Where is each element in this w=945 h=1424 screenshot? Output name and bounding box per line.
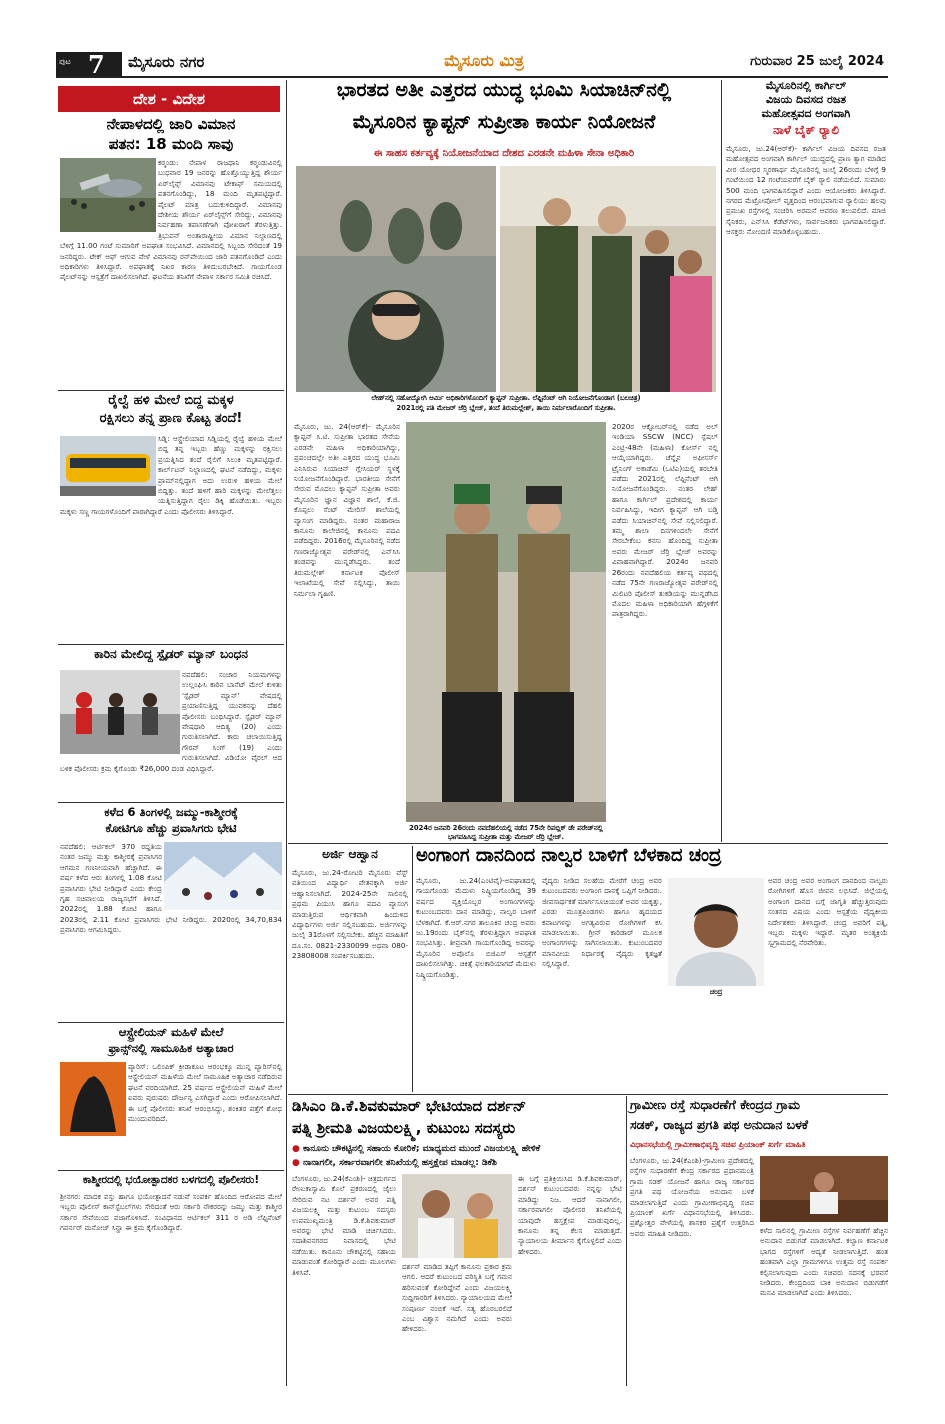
assembly-image (760, 1156, 888, 1222)
organ-body-col2: ವೈದ್ಯರು ನೀಡಿದ ಸಲಹೆಯ ಮೇರೆಗೆ ಚಂದ್ರ ಅವರ ಕುಟುಂಬದವರು ಅಂಗಾಂಗ ದಾನಕ್ಕೆ ಒಪ್ಪಿಗೆ ನೀಡಿದರು. ಜೀವಸಾರ್ಥಕತೆ ಮಾರ್ಗಸೂಚಿಯಂತೆ ಅವರ ಯಕೃತ್ತು, ಎರಡು ಮೂತ್ರಪಿಂಡಗಳು ಹಾಗೂ ಹೃದಯದ ಕವಾಟಗಳನ್ನು ಅಗತ್ಯವಿರುವ ರೋಗಿಗಳಿಗೆ ಕಸಿ ಮಾಡಲಾಯಿತು. ಗ್ರೀನ್ ಕಾರಿಡಾರ್ ಮೂಲಕ ಅಂಗಾಂಗಗಳನ್ನು ಸಾಗಿಸಲಾಯಿತು. ಕುಟುಂಬದವರ ಮಾನವೀಯ ನಿರ್ಧಾರಕ್ಕೆ ವೈದ್ಯರು ಕೃತಜ್ಞತೆ ಸಲ್ಲಿಸಿದ್ದಾರೆ. (542, 876, 662, 969)
rural-body-col2: ಕಳೆದ ಸಾಲಿನಲ್ಲಿ ಗ್ರಾಮೀಣ ರಸ್ತೆಗಳ ನಿರ್ವಹಣೆಗೆ ಹೆಚ್ಚಿನ ಅನುದಾನ ಬಿಡುಗಡೆ ಮಾಡಲಾಗಿದೆ. ಕಲ್ಯಾಣ ಕರ್ನಾಟಕ ಭಾಗದ ರಸ್ತೆಗಳಿಗೆ ಆದ್ಯತೆ ನೀಡಲಾಗುತ್ತಿದೆ. ಹಂತ ಹಂತವಾಗಿ ಎಲ್ಲಾ ಗ್ರಾಮಗಳಿಗೂ ಉತ್ತಮ ರಸ್ತೆ ಸಂಪರ್ಕ ಕಲ್ಪಿಸಲಾಗುವುದು ಎಂದು ಸಚಿವರು ಸದನಕ್ಕೆ ಭರವಸೆ ನೀಡಿದರು. ಕೇಂದ್ರದಿಂದ ಬಾಕಿ ಅನುದಾನ ಬಿಡುಗಡೆಗೆ ಮನವಿ ಮಾಡಲಾಗಿದೆ ಎಂದು ತಿಳಿಸಿದರು. (760, 1226, 888, 1298)
kashmir-tourism-headline-2: ಕೋಟಿಗೂ ಹೆಚ್ಚು ಪ್ರವಾಸಿಗರು ಭೇಟಿ (105, 821, 237, 835)
newspaper-page (56, 50, 888, 1390)
column-divider (412, 846, 413, 1092)
organ-body-col3: ಅವರ ಚಂದ್ರ ಅವರ ಅಂಗಾಂಗ ದಾನದಿಂದ ನಾಲ್ವರು ರೋಗಿಗಳಿಗೆ ಹೊಸ ಜೀವನ ಲಭಿಸಿದೆ. ಜಿಲ್ಲೆಯಲ್ಲಿ ಅಂಗಾಂಗ ದಾನದ ಬಗ್ಗೆ ಜಾಗೃತಿ ಹೆಚ್ಚುತ್ತಿರುವುದು ಸಂತಸದ ವಿಷಯ ಎಂದು ಆಸ್ಪತ್ರೆಯ ವೈದ್ಯಕೀಯ ನಿರ್ದೇಶಕರು ತಿಳಿಸಿದ್ದಾರೆ. ಚಂದ್ರ ಅವರಿಗೆ ಪತ್ನಿ, ಇಬ್ಬರು ಮಕ್ಕಳು ಇದ್ದಾರೆ. ಮೃತರ ಅಂತ್ಯಕ್ರಿಯೆ ಸ್ವಗ್ರಾಮದಲ್ಲಿ ನೆರವೇರಿತು. (768, 876, 888, 948)
bullet-icon: ● (292, 1158, 300, 1168)
section-tag: ದೇಶ - ವಿದೇಶ (58, 86, 280, 112)
parade-photo (406, 422, 606, 822)
australia-headline-1: ಆಸ್ಟ್ರೇಲಿಯನ್ ಮಹಿಳೆ ಮೇಲೆ (118, 1025, 224, 1039)
dks-body-col1: ಬೆಂಗಳೂರು, ಜು.24(ಕೆಎಂಶಿ)- ಚಿತ್ರದುರ್ಗದ ರೇಣುಕಾಸ್ವಾಮಿ ಕೊಲೆ ಪ್ರಕರಣದಲ್ಲಿ ಜೈಲು ಸೇರಿರುವ ನಟ ದರ್ಶನ್ ಅವರ ಪತ್ನಿ ವಿಜಯಲಕ್ಷ್ಮಿ ಮತ್ತು ಕುಟುಂಬ ಸದಸ್ಯರು ಉಪಮುಖ್ಯಮಂತ್ರಿ ಡಿ.ಕೆ.ಶಿವಕುಮಾರ್ ಅವರನ್ನು ಭೇಟಿ ಮಾಡಿ ಚರ್ಚಿಸಿದರು. ಸದಾಶಿವನಗರದ ನಿವಾಸದಲ್ಲಿ ಭೇಟಿ ನಡೆಯಿತು. ಕಾನೂನು ಚೌಕಟ್ಟಿನಲ್ಲಿ ಸಹಾಯ ಮಾಡುವಂತೆ ಕೋರಿದ್ದಾರೆ ಎಂದು ಮೂಲಗಳು ತಿಳಿಸಿವೆ. (292, 1174, 396, 1277)
kargil-headline-3: ಮಹೋತ್ಸವದ ಅಂಗವಾಗಿ (761, 107, 851, 120)
bullet-icon: ● (292, 1144, 300, 1154)
railway-headline-1: ರೈಲ್ವೆ ಹಳಿ ಮೇಲೆ ಬಿದ್ದ ಮಕ್ಕಳ (108, 393, 234, 408)
story-divider (58, 1022, 284, 1023)
nepal-headline-1: ನೇಪಾಳದಲ್ಲಿ ಜಾರಿ ವಿಮಾನ (106, 115, 236, 133)
chandra-photo (668, 878, 764, 986)
kashmir-police-body: ಶ್ರೀನಗರ: ಮಾದಕ ವಸ್ತು ಹಾಗೂ ಭಯೋತ್ಪಾದನೆ ನಡುವೆ ಸಂಪರ್ಕ ಹೊಂದಿದ ಆರೋಪದ ಮೇಲೆ ಇಬ್ಬರು ಪೊಲೀಸ್ ಕಾನ್‌ಸ್ಟೆಬಲ್‌ಗಳು ಸೇರಿದಂತೆ ಆರು ಸರ್ಕಾರಿ ನೌಕರರನ್ನು ಜಮ್ಮು ಮತ್ತು ಕಾಶ್ಮೀರ ಸರ್ಕಾರ ಸೇವೆಯಿಂದ ವಜಾಗೊಳಿಸಿದೆ. ಸಂವಿಧಾನದ ಆರ್ಟಿಕಲ್ 311 ರ ಅಡಿ ಲೆಫ್ಟಿನೆಂಟ್ ಗವರ್ನರ್ ಮನೋಜ್ ಸಿನ್ಹಾ ಈ ಕ್ರಮ ಕೈಗೊಂಡಿದ್ದಾರೆ. (60, 1192, 282, 1233)
dks-image (402, 1174, 512, 1258)
story-divider (58, 390, 284, 391)
dks-bullet-2: ● ನಾನಾಗಲೀ, ಸರ್ಕಾರವಾಗಲೀ ತನಿಖೆಯಲ್ಲಿ ಹಸ್ತಕ್ಷೇಪ ಮಾಡಲ್ಲ: ಡಿಕೆಶಿ (292, 1158, 497, 1168)
issue-date: ಗುರುವಾರ 25 ಜುಲೈ 2024 (750, 54, 884, 69)
commissioning-photo (500, 166, 716, 392)
story-divider (58, 1170, 284, 1171)
lead-photo-caption-3: 2024ರ ಜನವರಿ 26ರಂದು ನವದೆಹಲಿಯಲ್ಲಿ ನಡೆದ 75ನೇ ರಿಪಬ್ಲಿಕ್ ಡೇ ಪರೇಡ್‌ನಲ್ಲಿ ಭಾಗವಹಿಸಿದ್ದ ಸುಪ್ರೀತಾ ಮತ್ತು ಮೇಜರ್ ಜೆರ್ರಿ ಬ್ಲೇಜ್. (409, 824, 603, 841)
australia-headline-2: ಫ್ರಾನ್ಸ್‌ನಲ್ಲಿ ಸಾಮೂಹಿಕ ಅತ್ಯಾಚಾರ (108, 1041, 234, 1055)
column-divider (721, 80, 722, 842)
masthead: ಮೈಸೂರು ಮಿತ್ರ (444, 51, 524, 70)
parade-image (406, 422, 606, 822)
column-divider (626, 1096, 627, 1386)
lead-photo-caption-1: ಲೇಹ್‌ನಲ್ಲಿ ಸಹೋದ್ಯೋಗಿ ಆರ್ಮಿ ಅಧಿಕಾರಿಗಳೊಂದಿಗೆ ಕ್ಯಾಪ್ಟನ್ ಸುಪ್ರೀತಾ. ಲೆಫ್ಟಿನೆಂಟ್ ಆಗಿ ನಿಯೋಜನೆಗೊಂಡಾಗ (ಬಲಚಿತ್ರ) (371, 394, 641, 402)
kashmir-police-headline: ಕಾಶ್ಮೀರದಲ್ಲಿ ಭಯೋತ್ಪಾದಕರ ಬಳಗದಲ್ಲಿ ಪೊಲೀಸರು! (82, 1174, 260, 1186)
spiderman-headline: ಕಾರಿನ ಮೇಲಿದ್ದ ಸ್ಪೈಡರ್ ಮ್ಯಾನ್ ಬಂಧನ (94, 647, 248, 661)
dks-headline-2: ಪತ್ನಿ ಶ್ರೀಮತಿ ವಿಜಯಲಕ್ಷ್ಮಿ, ಕುಟುಂಬ ಸದಸ್ಯರು (292, 1119, 516, 1137)
nepal-body: ಕಠ್ಮಂಡು: ನೇಪಾಳ ರಾಜಧಾನಿ ಕಠ್ಮಂಡುವಿನಲ್ಲಿ ಬುಧವಾರ 19 ಜನರನ್ನು ಹೊತ್ತೊಯ್ಯುತ್ತಿದ್ದ ಶೌರ್ಯ ಏರ್‌ಲೈನ್ಸ್ ವಿಮಾನವು ಟೇಕಾಫ್ ಸಮಯದಲ್ಲಿ ಪತನಗೊಂಡಿದ್ದು, 18 ಮಂದಿ ಮೃತಪಟ್ಟಿದ್ದಾರೆ. ಪೈಲಟ್ ಮಾತ್ರ ಬದುಕುಳಿದಿದ್ದಾರೆ. ವಿಮಾನವು ದೇಶೀಯ ಶೌರ್ಯ ಏರ್‌ಲೈನ್ಸ್‌ಗೆ ಸೇರಿದ್ದು, ವಿಮಾನವು ನಿರ್ವಹಣಾ ತಪಾಸಣೆಗಾಗಿ ಪೋಖರಾಗೆ ತೆರಳುತ್ತಿತ್ತು. ತ್ರಿಭುವನ್ ಅಂತಾರಾಷ್ಟ್ರೀಯ ವಿಮಾನ ನಿಲ್ದಾಣದಲ್ಲಿ ಬೆಳಿಗ್ಗೆ 11.00 ಗಂಟೆ ಸುಮಾರಿಗೆ ಅಪಘಾತ ಸಂಭವಿಸಿದೆ. ವಿಮಾನದಲ್ಲಿ ಸಿಬ್ಬಂದಿ ಸೇರಿದಂತೆ 19 ಜನರಿದ್ದರು. ಟೇಕ್ ಆಫ್ ಆಗುವ ವೇಳೆ ವಿಮಾನವು ರನ್‌ವೇಯಿಂದ ಜಾರಿ ಪತನಗೊಂಡಿದೆ ಎಂದು ಅಧಿಕಾರಿಗಳು ತಿಳಿಸಿದ್ದಾರೆ. ಅಪಘಾತಕ್ಕೆ ನಿಖರ ಕಾರಣ ತಿಳಿದುಬರಬೇಕಿದೆ. ಗಾಯಗೊಂಡ ಪೈಲಟ್‌ನನ್ನು ಆಸ್ಪತ್ರೆಗೆ ದಾಖಲಿಸಲಾಗಿದೆ. ಘಟನೆಯ ತನಿಖೆಗೆ ನೇಪಾಳ ಸರ್ಕಾರ ಸಮಿತಿ ರಚಿಸಿದೆ. (60, 158, 282, 282)
lead-kicker: ಈ ಸಾಹಸ ಕರ್ತವ್ಯಕ್ಕೆ ನಿಯೋಜನೆಯಾದ ದೇಶದ ಎರಡನೇ ಮಹಿಳಾ ಸೇನಾ ಅಧಿಕಾರಿ (373, 148, 635, 159)
page-label: ಪುಟ (59, 57, 71, 66)
section-divider (288, 1094, 888, 1095)
kargil-body: ಮೈಸೂರು, ಜು.24(ಆರ್‌ಕೆ)- ಕಾರ್ಗಿಲ್ ವಿಜಯ ದಿವಸದ ರಜತ ಮಹೋತ್ಸವದ ಅಂಗವಾಗಿ ಕಾರ್ಗಿಲ್ ಯುದ್ಧದಲ್ಲಿ ಪ್ರಾಣ ತ್ಯಾಗ ಮಾಡಿದ ವೀರ ಯೋಧರ ಸ್ಮರಣಾರ್ಥ ಮೈಸೂರಿನಲ್ಲಿ ಜುಲೈ 26ರಂದು ಬೆಳಿಗ್ಗೆ 9 ಗಂಟೆಯಿಂದ 12 ಗಂಟೆಯವರೆಗೆ ಬೈಕ್ ರ‍್ಯಾಲಿ ನಡೆಯಲಿದೆ. ಸುಮಾರು 500 ಮಂದಿ ಭಾಗವಹಿಸಲಿದ್ದಾರೆ ಎಂದು ಆಯೋಜಕರು ತಿಳಿಸಿದ್ದಾರೆ. ನಗರದ ಮೆಟ್ರೋಪೋಲ್ ವೃತ್ತದಿಂದ ಆರಂಭವಾಗುವ ರ‍್ಯಾಲಿಯು ಹಲವು ಪ್ರಮುಖ ರಸ್ತೆಗಳಲ್ಲಿ ಸಂಚರಿಸಿ ಅರಮನೆ ಆವರಣ ತಲುಪಲಿದೆ. ಮಾಜಿ ಸೈನಿಕರು, ಎನ್‌ಸಿಸಿ ಕೆಡೆಟ್‌ಗಳು, ಸಾರ್ವಜನಿಕರು ಭಾಗವಹಿಸಲಿದ್ದಾರೆ. ಆಸಕ್ತರು ನೋಂದಣಿ ಮಾಡಿಕೊಳ್ಳಬಹುದು. (726, 144, 886, 237)
organ-headline: ಅಂಗಾಂಗ ದಾನದಿಂದ ನಾಲ್ವರ ಬಾಳಿಗೆ ಬೆಳಕಾದ ಚಂದ್ರ (416, 845, 722, 866)
kargil-subhead: ನಾಳೆ ಬೈಕ್ ರ‍್ಯಾಲಿ (772, 123, 840, 137)
lead-headline-2: ಮೈಸೂರಿನ ಕ್ಯಾಪ್ಟನ್ ಸುಪ್ರೀತಾ ಕಾರ್ಯ ನಿಯೋಜನೆ (352, 111, 656, 133)
notice-title: ಅರ್ಜಿ ಆಹ್ವಾನ (322, 847, 378, 861)
kargil-headline-1: ಮೈಸೂರಿನಲ್ಲಿ ಕಾರ್ಗಿಲ್ (765, 79, 847, 92)
story-divider (58, 644, 284, 645)
section-title: ಮೈಸೂರು ನಗರ (128, 53, 205, 71)
dks-body-col3: ಈ ಬಗ್ಗೆ ಪ್ರತಿಕ್ರಿಯಿಸಿದ ಡಿ.ಕೆ.ಶಿವಕುಮಾರ್, ದರ್ಶನ್ ಕುಟುಂಬದವರು ನನ್ನನ್ನು ಭೇಟಿ ಮಾಡಿದ್ದು ನಿಜ. ಆದರೆ ನಾನಾಗಲೀ, ಸರ್ಕಾರವಾಗಲೀ ಪೊಲೀಸರ ತನಿಖೆಯಲ್ಲಿ ಯಾವುದೇ ಹಸ್ತಕ್ಷೇಪ ಮಾಡುವುದಿಲ್ಲ. ಕಾನೂನು ತನ್ನ ಕೆಲಸ ಮಾಡುತ್ತದೆ. ನ್ಯಾಯಾಲಯ ತೀರ್ಮಾನ ಕೈಗೊಳ್ಳಲಿದೆ ಎಂದು ಹೇಳಿದರು. (518, 1174, 622, 1256)
commissioning-image (500, 166, 716, 392)
rural-headline-1: ಗ್ರಾಮೀಣ ರಸ್ತೆ ಸುಧಾರಣೆಗೆ ಕೇಂದ್ರದ ಗ್ರಾಮ (630, 1097, 801, 1112)
kashmir-tourism-body: ನವದೆಹಲಿ: ಆರ್ಟಿಕಲ್ 370 ರದ್ದತಿಯ ನಂತರ ಜಮ್ಮು ಮತ್ತು ಕಾಶ್ಮೀರಕ್ಕೆ ಪ್ರವಾಸಿಗರ ಆಗಮನ ಗಣನೀಯವಾಗಿ ಹೆಚ್ಚಾಗಿದೆ. ಈ ವರ್ಷ ಕಳೆದ ಆರು ತಿಂಗಳಲ್ಲಿ 1.08 ಕೋಟಿ ಪ್ರವಾಸಿಗರು ಭೇಟಿ ನೀಡಿದ್ದಾರೆ ಎಂದು ಕೇಂದ್ರ ಗೃಹ ಸಚಿವಾಲಯ ರಾಜ್ಯಸಭೆಗೆ ತಿಳಿಸಿದೆ. 2022ರಲ್ಲಿ 1.88 ಕೋಟಿ ಹಾಗೂ 2023ರಲ್ಲಿ 2.11 ಕೋಟಿ ಪ್ರವಾಸಿಗರು ಭೇಟಿ ನೀಡಿದ್ದರು. 2020ರಲ್ಲಿ 34,70,834 ಪ್ರವಾಸಿಗರು ಆಗಮಿಸಿದ್ದರು. (60, 842, 282, 935)
page-header (56, 50, 888, 78)
railway-headline-2: ರಕ್ಷಿಸಲು ತನ್ನ ಪ್ರಾಣ ಕೊಟ್ಟ ತಂದೆ! (99, 411, 243, 426)
dks-photo (402, 1174, 512, 1258)
lead-body-col2: 2020ರ ಆಕ್ಟೋಬರ್‌ನಲ್ಲಿ ನಡೆದ ಅಲ್ ಇಂಡಿಯಾ SSCW (NCC) ಸ್ಪೆಷಲ್ ಎಂಟ್ರಿ-48ನೇ (ಮಹಿಳಾ) ಕೋರ್ಸ್ ನಲ್ಲಿ ಆಯ್ಕೆಯಾಗಿದ್ದರು. ಚೆನ್ನೈನ ಅಫೀಸರ್ಸ್ ಟ್ರೈನಿಂಗ್ ಅಕಾಡೆಮಿ (ಒಟಿಎ)ಯಲ್ಲಿ ತರಬೇತಿ ಪಡೆದು 2021ರಲ್ಲಿ ಲೆಫ್ಟಿನೆಂಟ್ ಆಗಿ ನಿಯೋಜನೆಗೊಂಡಿದ್ದರು. ನಂತರ ಲೇಹ್ ಹಾಗೂ ಕಾರ್ಗಿಲ್ ಪ್ರದೇಶದಲ್ಲಿ ಕಾರ್ಯ ನಿರ್ವಹಿಸಿದ್ದು, ಇದೀಗ ಕ್ಯಾಪ್ಟನ್ ಆಗಿ ಬಡ್ತಿ ಪಡೆದು ಸಿಯಾಚಿನ್‌ನಲ್ಲಿ ಸೇವೆ ಸಲ್ಲಿಸಲಿದ್ದಾರೆ. ತಮ್ಮ ಶಾಲಾ ದಿನಗಳಿಂದಲೇ ಸೇನೆಗೆ ಸೇರಬೇಕೆಂಬ ಕನಸು ಹೊಂದಿದ್ದ ಸುಪ್ರೀತಾ ಅವರು ಮೇಜರ್ ಜೆರ್ರಿ ಬ್ಲೇಜ್ ಅವರನ್ನು ವಿವಾಹವಾಗಿದ್ದಾರೆ. 2024ರ ಜನವರಿ 26ರಂದು ನವದೆಹಲಿಯ ಕರ್ತವ್ಯ ಪಥದಲ್ಲಿ ನಡೆದ 75ನೇ ಗಣರಾಜ್ಯೋತ್ಸವ ಪರೇಡ್‌ನಲ್ಲಿ ಮಿಲಿಟರಿ ಪೊಲೀಸ್ ತುಕಡಿಯನ್ನು ಮುನ್ನಡೆಸಿದ ಮೊದಲ ಮಹಿಳಾ ಅಧಿಕಾರಿಯಾಗಿ ಹೆಗ್ಗಳಿಕೆಗೆ ಪಾತ್ರರಾಗಿದ್ದರು. (612, 422, 718, 619)
rural-body-col1: ಬೆಂಗಳೂರು, ಜು.24(ಕೆಎಂಶಿ)-ಗ್ರಾಮೀಣ ಪ್ರದೇಶದಲ್ಲಿ ರಸ್ತೆಗಳ ಸುಧಾರಣೆಗೆ ಕೇಂದ್ರ ಸರ್ಕಾರದ ಪ್ರಧಾನಮಂತ್ರಿ ಗ್ರಾಮ ಸಡಕ್ ಯೋಜನೆ ಹಾಗೂ ರಾಜ್ಯ ಸರ್ಕಾರದ ಪ್ರಗತಿ ಪಥ ಯೋಜನೆಯ ಅನುದಾನ ಬಳಕೆ ಮಾಡಲಾಗುತ್ತಿದೆ ಎಂದು ಗ್ರಾಮೀಣಾಭಿವೃದ್ಧಿ ಸಚಿವ ಪ್ರಿಯಾಂಕ್ ಖರ್ಗೆ ವಿಧಾನಸಭೆಯಲ್ಲಿ ತಿಳಿಸಿದರು. ಪ್ರಶ್ನೋತ್ತರ ವೇಳೆಯಲ್ಲಿ ಶಾಸಕರ ಪ್ರಶ್ನೆಗೆ ಉತ್ತರಿಸಿದ ಅವರು ಮಾಹಿತಿ ನೀಡಿದರು. (630, 1156, 754, 1238)
section-divider (288, 843, 888, 844)
notice-body: ಮೈಸೂರು, ಜು.24-ರೋಟರಿ ಮೈಸೂರು ವೆಸ್ಟ್ ವತಿಯಿಂದ ವಿದ್ಯಾರ್ಥಿ ವೇತನಕ್ಕಾಗಿ ಅರ್ಜಿ ಆಹ್ವಾನಿಸಲಾಗಿದೆ. 2024-25ನೇ ಸಾಲಿನಲ್ಲಿ ಪ್ರಥಮ ಪಿಯುಸಿ ಹಾಗೂ ಪದವಿ ವ್ಯಾಸಂಗ ಮಾಡುತ್ತಿರುವ ಆರ್ಥಿಕವಾಗಿ ಹಿಂದುಳಿದ ವಿದ್ಯಾರ್ಥಿಗಳು ಅರ್ಜಿ ಸಲ್ಲಿಸಬಹುದು. ಅರ್ಜಿಗಳನ್ನು ಜುಲೈ 31ರೊಳಗೆ ಸಲ್ಲಿಸಬೇಕು. ಹೆಚ್ಚಿನ ಮಾಹಿತಿಗೆ ದೂ.ಸಂ. 0821-2330099 ಅಥವಾ 080-23808008 ಸಂಪರ್ಕಿಸಬಹುದು. (292, 868, 408, 961)
story-divider (58, 802, 284, 803)
lead-photo-caption-2: 2021ರಲ್ಲಿ ಪತಿ ಮೇಜರ್ ಜೆರ್ರಿ ಬ್ಲೇಜ್, ತಂದೆ ತಿರುಮಲ್ಲೇಶ್, ತಾಯಿ ನಿರ್ಮಲಾರೊಂದಿಗೆ ಸುಪ್ರೀತಾ. (396, 404, 616, 412)
dks-headline-1: ಡಿಸಿಎಂ ಡಿ.ಕೆ.ಶಿವಕುಮಾರ್ ಭೇಟಿಯಾದ ದರ್ಶನ್ (292, 1097, 527, 1115)
column-divider (286, 80, 287, 1386)
railway-body: ಸಿಡ್ನಿ: ಆಸ್ಟ್ರೇಲಿಯಾದ ಸಿಡ್ನಿಯಲ್ಲಿ ರೈಲ್ವೆ ಹಳಿಯ ಮೇಲೆ ಬಿದ್ದ ತನ್ನ ಇಬ್ಬರು ಹೆಣ್ಣು ಮಕ್ಕಳನ್ನು ರಕ್ಷಿಸಲು ಪ್ರಯತ್ನಿಸಿದ ತಂದೆ ರೈಲಿಗೆ ಸಿಲುಕಿ ಮೃತಪಟ್ಟಿದ್ದಾರೆ. ಕಾರ್ಲ್‌ಟನ್ ನಿಲ್ದಾಣದಲ್ಲಿ ಘಟನೆ ನಡೆದಿದ್ದು, ಮಕ್ಕಳು ಪ್ರಾಮ್‌ನಲ್ಲಿದ್ದಾಗ ಅದು ಉರುಳಿ ಹಳಿಯ ಮೇಲೆ ಬಿದ್ದಿತ್ತು. ತಂದೆ ಹಳಿಗೆ ಹಾರಿ ಮಕ್ಕಳನ್ನು ಮೇಲೆತ್ತಲು ಯತ್ನಿಸುತ್ತಿದ್ದಾಗ ರೈಲು ಡಿಕ್ಕಿ ಹೊಡೆಯಿತು. ಇಬ್ಬರು ಮಕ್ಕಳು ಸಣ್ಣ ಗಾಯಗಳೊಂದಿಗೆ ಪಾರಾಗಿದ್ದಾರೆ ಎಂದು ಪೊಲೀಸರು ತಿಳಿಸಿದ್ದಾರೆ. (60, 434, 282, 516)
chandra-label: ಚಂದ್ರ (709, 988, 723, 996)
chandra-portrait (668, 878, 764, 986)
kashmir-tourism-headline-1: ಕಳೆದ 6 ತಿಂಗಳಲ್ಲಿ ಜಮ್ಮು-ಕಾಶ್ಮೀರಕ್ಕೆ (104, 805, 238, 819)
dks-body-col2: ದರ್ಶನ್ ಮಾಡಿದ ತಪ್ಪಿಗೆ ಕಾನೂನು ಪ್ರಕಾರ ಕ್ರಮ ಆಗಲಿ. ಆದರೆ ಕುಟುಂಬದ ಪರಿಸ್ಥಿತಿ ಬಗ್ಗೆ ಗಮನ ಹರಿಸುವಂತೆ ಕೋರಿದ್ದೇವೆ ಎಂದು ವಿಜಯಲಕ್ಷ್ಮಿ ಸುದ್ದಿಗಾರರಿಗೆ ತಿಳಿಸಿದರು. ನ್ಯಾಯಾಲಯದ ಮೇಲೆ ಸಂಪೂರ್ಣ ನಂಬಿಕೆ ಇದೆ. ಸತ್ಯ ಹೊರಬರಲಿದೆ ಎಂಬ ವಿಶ್ವಾಸ ನಮಗಿದೆ ಎಂದು ಅವರು ಹೇಳಿದರು. (402, 1262, 512, 1334)
siachen-photo (296, 166, 496, 392)
lead-headline-1: ಭಾರತದ ಅತೀ ಎತ್ತರದ ಯುದ್ಧ ಭೂಮಿ ಸಿಯಾಚಿನ್‌ನಲ್ಲಿ (336, 79, 672, 101)
assembly-photo (760, 1156, 888, 1222)
lead-body-col1: ಮೈಸೂರು, ಜು. 24(ಆರ್‌ಕೆ)- ಮೈಸೂರಿನ ಕ್ಯಾಪ್ಟನ್ ಸಿ.ಟಿ. ಸುಪ್ರೀತಾ ಭಾರತದ ಸೇನೆಯ ಎರಡನೇ ಮಹಿಳಾ ಅಧಿಕಾರಿಯಾಗಿದ್ದು, ಪ್ರಪಂಚದಲ್ಲೇ ಅತೀ ಎತ್ತರದ ಯುದ್ಧ ಭೂಮಿ ಎನಿಸಿರುವ ಸಿಯಾಚಿನ್ ಗ್ಲೇಸಿಯರ್ ಸ್ಥಳಕ್ಕೆ ನಿಯೋಜನೆಗೊಂಡಿದ್ದಾರೆ. ಭಾರತೀಯ ಸೇನೆಗೆ ಸೇರುವ ಮೊದಲು ಕ್ಯಾಪ್ಟನ್ ಸುಪ್ರೀತಾ ಅವರು ಮೈಸೂರಿನ ಜ್ಞಾನ ವಿಜ್ಞಾನ ಶಾಲೆ, ಕೆ.ಜಿ. ಕೊಪ್ಪಲು ಸೆಂಟ್ ಮೇರಿಸ್ ಶಾಲೆಯಲ್ಲಿ ವ್ಯಾಸಂಗ ಮಾಡಿದ್ದರು. ನಂತರ ಮಹಾರಾಜ ಕಾನೂನು ಕಾಲೇಜಿನಲ್ಲಿ ಕಾನೂನು ಪದವಿ ಪಡೆದಿದ್ದರು. 2016ರಲ್ಲಿ ಮೈಸೂರಿನಲ್ಲಿ ನಡೆದ ಗಣರಾಜ್ಯೋತ್ಸವ ಪರೇಡ್‌ನಲ್ಲಿ ಎನ್‌ಸಿಸಿ ತಂಡವನ್ನು ಮುನ್ನಡೆಸಿದ್ದರು. ತಂದೆ ತಿರುಮಲ್ಲೇಶ್ ಕರ್ನಾಟಕ ಪೊಲೀಸ್ ಇಲಾಖೆಯಲ್ಲಿ ಸೇವೆ ಸಲ್ಲಿಸಿದ್ದು, ತಾಯಿ ನಿರ್ಮಲಾ ಗೃಹಿಣಿ. (294, 422, 400, 598)
siachen-image (296, 166, 496, 392)
dks-bullet-1: ● ಕಾನೂನು ಚೌಕಟ್ಟಿನಲ್ಲಿ ಸಹಾಯ ಕೋರಿಕೆ; ಮಾಧ್ಯಮದ ಮುಂದೆ ವಿಜಯಲಕ್ಷ್ಮಿ ಹೇಳಿಕೆ (292, 1144, 541, 1154)
page-number-box (56, 50, 122, 79)
nepal-headline-2: ಪತನ: 18 ಮಂದಿ ಸಾವು (108, 135, 234, 153)
page-number: 7 (88, 50, 105, 79)
rural-kicker: ವಿಧಾನಸಭೆಯಲ್ಲಿ ಗ್ರಾಮೀಣಾಭಿವೃದ್ಧಿ ಸಚಿವ ಪ್ರಿಯಾಂಕ್ ಖರ್ಗೆ ಮಾಹಿತಿ (630, 1140, 806, 1149)
kargil-headline-2: ವಿಜಯ ದಿವಸದ ರಜತ (765, 93, 847, 106)
organ-body-col1: ಮೈಸೂರು, ಜು.24(ಎಂಟಿವೈ)-ಅಪಘಾತದಲ್ಲಿ ಗಾಯಗೊಂಡು ಮೆದುಳು ನಿಷ್ಕ್ರಿಯಗೊಂಡಿದ್ದ 39 ವರ್ಷದ ವ್ಯಕ್ತಿಯೊಬ್ಬರ ಅಂಗಾಂಗಗಳನ್ನು ಕುಟುಂಬದವರು ದಾನ ಮಾಡಿದ್ದು, ನಾಲ್ವರ ಬಾಳಿಗೆ ಬೆಳಕಾಗಿದೆ. ಕೆ.ಆರ್.ನಗರ ತಾಲೂಕಿನ ಚಂದ್ರ ಅವರು ಜು.19ರಂದು ಬೈಕ್‌ನಲ್ಲಿ ತೆರಳುತ್ತಿದ್ದಾಗ ಅಪಘಾತ ಸಂಭವಿಸಿತ್ತು. ತೀವ್ರವಾಗಿ ಗಾಯಗೊಂಡಿದ್ದ ಅವರನ್ನು ಮೈಸೂರಿನ ಅಪೊಲೊ ಬಿಜಿಎಸ್ ಆಸ್ಪತ್ರೆಗೆ ದಾಖಲಿಸಲಾಗಿತ್ತು. ಚಿಕಿತ್ಸೆ ಫಲಕಾರಿಯಾಗದೆ ಮೆದುಳು ನಿಷ್ಕ್ರಿಯಗೊಂಡಿತ್ತು. (416, 876, 536, 979)
australia-body: ಪ್ಯಾರಿಸ್: ಒಲಿಂಪಿಕ್ ಕ್ರೀಡಾಕೂಟ ಆರಂಭಕ್ಕೂ ಮುನ್ನ ಪ್ಯಾರಿಸ್‌ನಲ್ಲಿ ಆಸ್ಟ್ರೇಲಿಯನ್ ಮಹಿಳೆಯ ಮೇಲೆ ಸಾಮೂಹಿಕ ಅತ್ಯಾಚಾರ ನಡೆದಿರುವ ಘಟನೆ ವರದಿಯಾಗಿದೆ. 25 ವರ್ಷದ ಆಸ್ಟ್ರೇಲಿಯನ್ ಮಹಿಳೆ ಮೇಲೆ ಐವರು ಪುರುಷರು ದೌರ್ಜನ್ಯ ಎಸಗಿದ್ದಾರೆ ಎಂದು ಆರೋಪಿಸಲಾಗಿದೆ. ಈ ಬಗ್ಗೆ ಪೊಲೀಸರು ತನಿಖೆ ಆರಂಭಿಸಿದ್ದು, ಶಂಕಿತರ ಪತ್ತೆಗೆ ಶೋಧ ಮುಂದುವರಿದಿದೆ. (128, 1062, 282, 1124)
rural-headline-2: ಸಡಕ್, ರಾಜ್ಯದ ಪ್ರಗತಿ ಪಥ ಅನುದಾನ ಬಳಕೆ (630, 1117, 809, 1132)
spiderman-body: ನವದೆಹಲಿ: ಸಂಚಾರ ನಿಯಮಗಳನ್ನು ಉಲ್ಲಂಘಿಸಿ ಕಾರಿನ ಬಾನೆಟ್ ಮೇಲೆ ಕುಳಿತು 'ಸ್ಪೈಡರ್ ಮ್ಯಾನ್' ವೇಷದಲ್ಲಿ ಪ್ರಯಾಣಿಸುತ್ತಿದ್ದ ಯುವಕನನ್ನು ದೆಹಲಿ ಪೊಲೀಸರು ಬಂಧಿಸಿದ್ದಾರೆ. ಸ್ಪೈಡರ್ ಮ್ಯಾನ್ ವೇಷಧಾರಿ ಆದಿತ್ಯ (20) ಎಂದು ಗುರುತಿಸಲಾಗಿದೆ. ಕಾರು ಚಲಾಯಿಸುತ್ತಿದ್ದ ಗೌರವ್ ಸಿಂಗ್ (19) ಎಂದು ಗುರುತಿಸಲಾಗಿದೆ. ವಿಡಿಯೋ ವೈರಲ್ ಆದ ಬಳಿಕ ಪೊಲೀಸರು ಕ್ರಮ ಕೈಗೊಂಡು ₹26,000 ದಂಡ ವಿಧಿಸಿದ್ದಾರೆ. (60, 670, 282, 773)
